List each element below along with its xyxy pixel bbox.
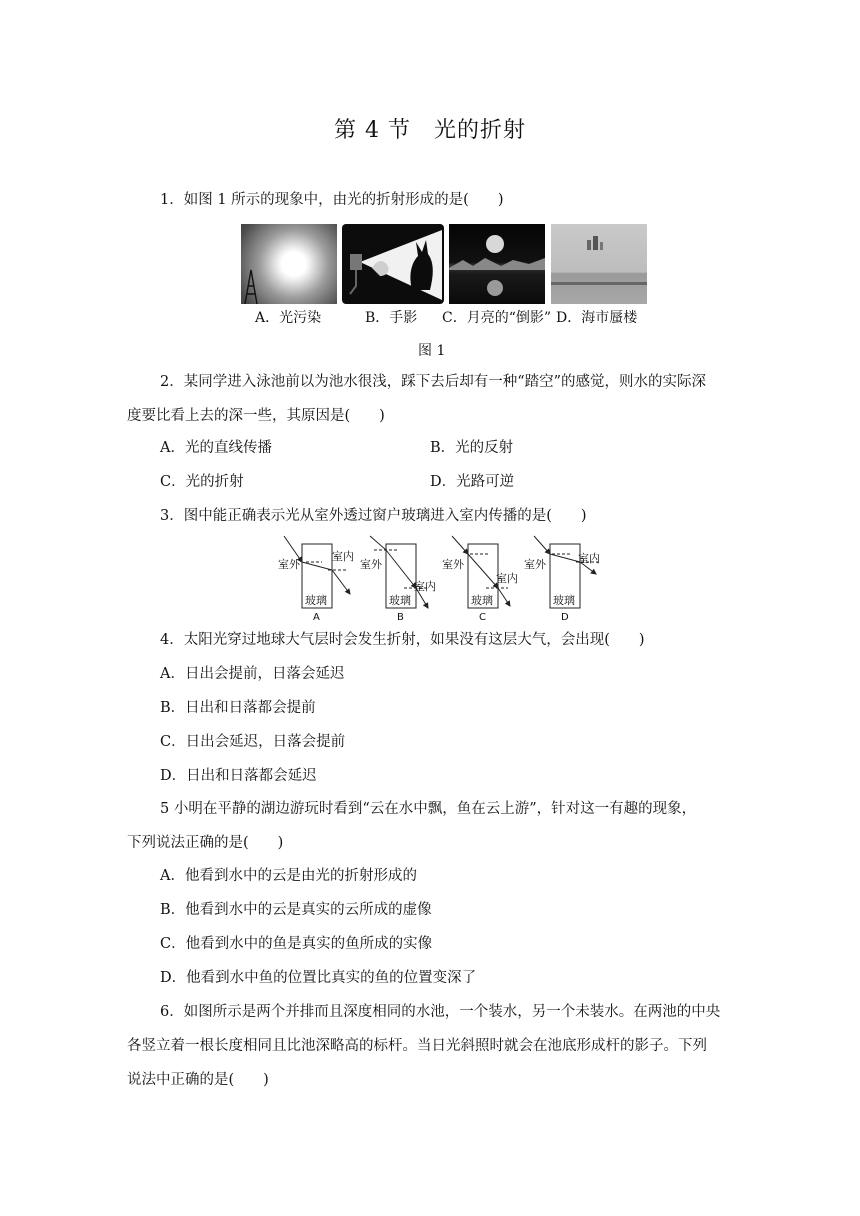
tower-silhouette-icon: [241, 224, 337, 304]
moon-icon: [449, 224, 545, 304]
q4-option-d: D．日出和日落都会延迟: [160, 768, 317, 784]
q5-option-b: B．他看到水中的云是真实的云所成的虚像: [160, 902, 432, 918]
q1-caption-c: C．月亮的“倒影”: [442, 310, 552, 326]
figure-1-label: 图 1: [418, 343, 446, 359]
q2-stem-line2: 度要比看上去的深一些，其原因是( ): [127, 408, 385, 424]
diagram-a-glass-label: 玻璃: [305, 594, 327, 607]
moon-reflection-photo: [449, 224, 545, 304]
diagram-d-letter: D: [561, 612, 569, 623]
q2-option-c: C．光的折射: [160, 474, 244, 490]
q6-stem-line3: 说法中正确的是( ): [127, 1072, 269, 1088]
q4-option-b: B．日出和日落都会提前: [160, 700, 316, 716]
q3-stem: 3．图中能正确表示光从室外透过窗户玻璃进入室内传播的是( ): [160, 508, 587, 524]
diagram-c-inside-label: 室内: [496, 572, 518, 585]
q4-stem: 4．太阳光穿过地球大气层时会发生折射，如果没有这层大气，会出现( ): [160, 632, 645, 648]
q1-caption-d: D．海市蜃楼: [556, 310, 638, 326]
diagram-c-letter: C: [479, 612, 486, 623]
diagram-b-outside-label: 室外: [360, 558, 382, 571]
q4-option-c: C．日出会延迟，日落会提前: [160, 734, 346, 750]
page-title: 第 4 节 光的折射: [334, 118, 526, 143]
q5-stem-line1: 5 小明在平静的湖边游玩时看到“云在水中飘，鱼在云上游”，针对这一有趣的现象，: [160, 801, 697, 817]
q2-option-b: B．光的反射: [430, 440, 514, 456]
diagram-b-glass-label: 玻璃: [389, 594, 411, 607]
mirage-buildings-icon: [551, 224, 647, 304]
diagram-a-inside-label: 室内: [332, 550, 354, 563]
refraction-diagrams: [270, 532, 620, 626]
light-pollution-photo: [241, 224, 337, 304]
hand-shadow-image-icon: [342, 224, 444, 304]
q2-option-a: A．光的直线传播: [160, 440, 272, 456]
mirage-photo: [551, 224, 647, 304]
diagram-a-outside-label: 室外: [278, 558, 300, 571]
q2-option-d: D．光路可逆: [430, 474, 515, 490]
q1-stem: 1．如图 1 所示的现象中，由光的折射形成的是( ): [160, 192, 504, 208]
diagram-a-letter: A: [313, 612, 320, 623]
hand-shadow-photo: [342, 224, 444, 304]
q6-stem-line2: 各竖立着一根长度相同且比池深略高的标杆。当日光斜照时就会在池底形成杆的影子。下列: [127, 1038, 707, 1054]
q1-caption-a: A．光污染: [255, 310, 322, 326]
q1-caption-b: B．手影: [365, 310, 418, 326]
diagram-d-glass-label: 玻璃: [553, 594, 575, 607]
q5-stem-line2: 下列说法正确的是( ): [127, 835, 284, 851]
q6-stem-line1: 6．如图所示是两个并排而且深度相同的水池，一个装水，另一个未装水。在两池的中央: [160, 1004, 721, 1020]
diagram-b-inside-label: 室内: [414, 580, 436, 593]
q5-option-a: A．他看到水中的云是由光的折射形成的: [160, 868, 417, 884]
q2-stem-line1: 2．某同学进入泳池前以为池水很浅，踩下去后却有一种“踏空”的感觉，则水的实际深: [160, 374, 707, 390]
diagram-c-outside-label: 室外: [442, 558, 464, 571]
q4-option-a: A．日出会提前，日落会延迟: [160, 666, 345, 682]
diagram-c-glass-label: 玻璃: [471, 594, 493, 607]
diagram-d-inside-label: 室内: [578, 552, 600, 565]
q5-option-d: D．他看到水中鱼的位置比真实的鱼的位置变深了: [160, 970, 477, 986]
q5-option-c: C．他看到水中的鱼是真实的鱼所成的实像: [160, 936, 433, 952]
diagram-d-outside-label: 室外: [524, 558, 546, 571]
diagram-b-letter: B: [397, 612, 404, 623]
